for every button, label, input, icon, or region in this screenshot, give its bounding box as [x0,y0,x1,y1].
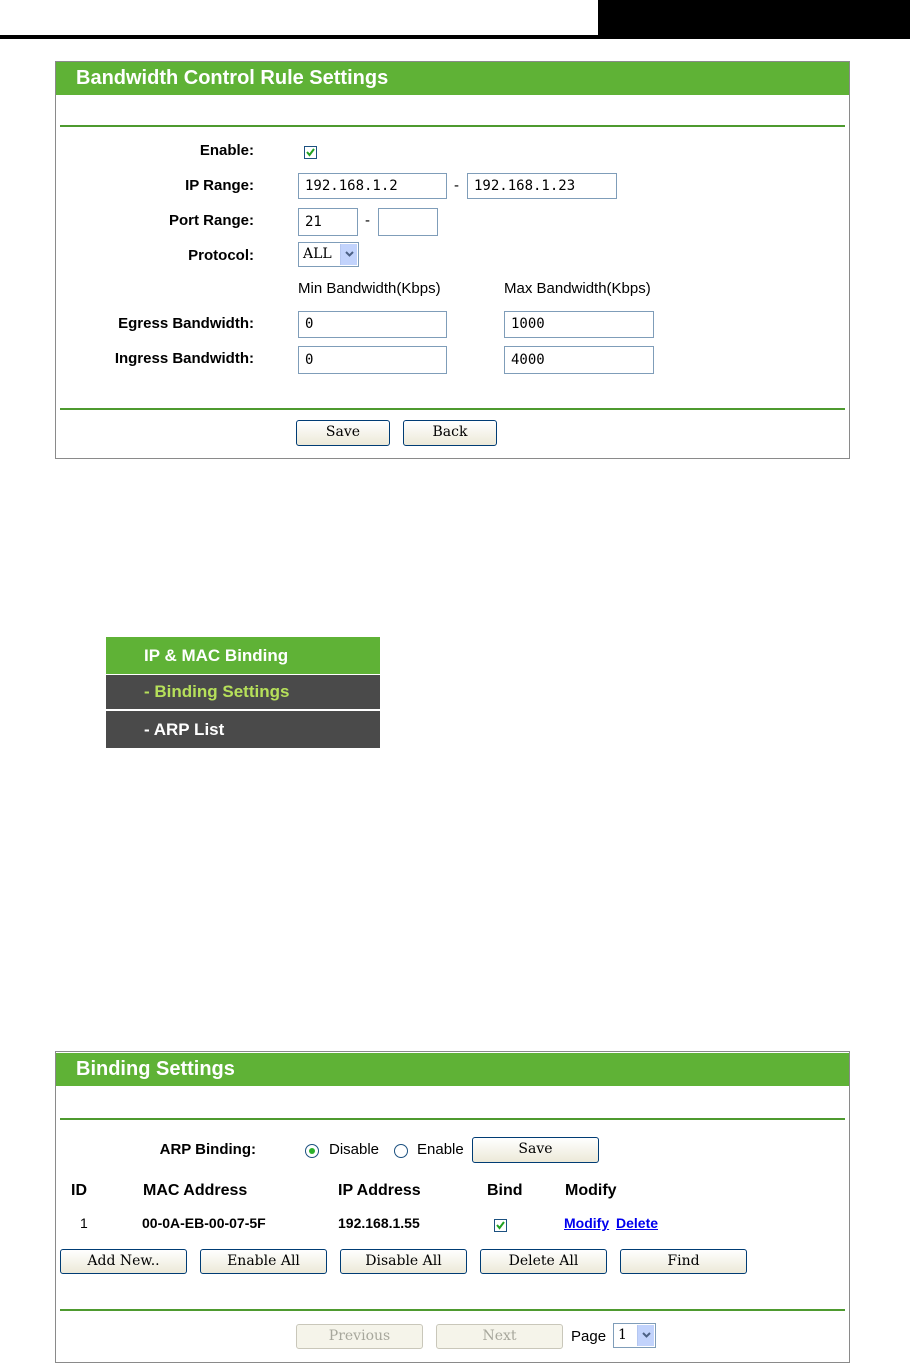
divider-top [60,125,845,127]
page-value: 1 [618,1327,627,1343]
divider-bottom [60,408,845,410]
bandwidth-control-panel [55,61,850,459]
dropdown-arrow[interactable] [340,244,357,265]
delete-all-button[interactable]: Delete All [480,1249,607,1274]
divider-top [60,1118,845,1120]
menu-header-ip-mac-binding[interactable]: IP & MAC Binding [106,637,380,674]
protocol-select[interactable] [298,242,359,267]
previous-button[interactable]: Previous [296,1324,423,1349]
column-header-ip: IP Address [338,1182,421,1199]
ip-range-label: IP Range: [185,177,254,194]
disable-all-button[interactable]: Disable All [340,1249,467,1274]
header-rule [0,35,910,39]
row-mac: 00-0A-EB-00-07-5F [142,1215,266,1231]
page-select[interactable] [613,1323,656,1348]
port-range-label: Port Range: [168,212,254,229]
document-header-bar [0,0,910,40]
panel-title: Bandwidth Control Rule Settings [56,62,849,95]
port-range-separator: - [365,212,370,229]
next-button[interactable]: Next [436,1324,563,1349]
panel-title: Binding Settings [56,1053,849,1086]
arp-enable-radio[interactable] [394,1144,408,1158]
max-bandwidth-header: Max Bandwidth(Kbps) [504,280,651,297]
egress-bandwidth-label: Egress Bandwidth: [118,315,254,332]
port-start-input[interactable]: 21 [298,208,358,236]
enable-label: Enable: [199,142,254,159]
arp-disable-label: Disable [329,1141,380,1158]
ip-range-separator: - [454,177,459,194]
checkmark-icon [306,148,315,157]
chevron-down-icon [345,251,354,257]
header-black-block [598,0,910,36]
row-id: 1 [80,1215,88,1231]
ingress-bandwidth-label: Ingress Bandwidth: [114,350,254,367]
arp-save-button[interactable]: Save [472,1137,599,1163]
menu-item-binding-settings[interactable]: - Binding Settings [106,675,380,709]
ip-mac-binding-menu [106,637,380,748]
ingress-min-input[interactable]: 0 [298,346,447,374]
protocol-label: Protocol: [188,247,254,264]
ingress-max-input[interactable]: 4000 [504,346,654,374]
save-button[interactable]: Save [296,420,390,446]
enable-checkbox[interactable] [304,146,317,159]
column-header-modify: Modify [565,1182,617,1199]
add-new-button[interactable]: Add New.. [60,1249,187,1274]
checkmark-icon [496,1221,505,1230]
arp-disable-radio[interactable] [305,1144,319,1158]
protocol-value: ALL [303,246,332,262]
arp-binding-label: ARP Binding: [159,1141,256,1158]
back-button[interactable]: Back [403,420,497,446]
radio-selected-dot [309,1148,315,1154]
ip-start-input[interactable]: 192.168.1.2 [298,173,447,199]
enable-all-button[interactable]: Enable All [200,1249,327,1274]
row-bind-checkbox[interactable] [494,1219,507,1232]
chevron-down-icon [642,1332,651,1338]
find-button[interactable]: Find [620,1249,747,1274]
port-end-input[interactable] [378,208,438,236]
egress-min-input[interactable]: 0 [298,311,447,338]
page-label: Page [571,1328,607,1345]
modify-link[interactable]: Modify [564,1215,610,1231]
min-bandwidth-header: Min Bandwidth(Kbps) [298,280,441,297]
column-header-bind: Bind [487,1182,523,1199]
column-header-mac: MAC Address [143,1182,248,1199]
dropdown-arrow[interactable] [637,1325,654,1346]
binding-settings-panel [55,1051,850,1363]
column-header-id: ID [71,1182,87,1199]
delete-link[interactable]: Delete [616,1215,659,1231]
row-ip: 192.168.1.55 [338,1215,420,1231]
menu-item-arp-list[interactable]: - ARP List [106,711,380,748]
arp-enable-label: Enable [417,1141,464,1158]
ip-end-input[interactable]: 192.168.1.23 [467,173,617,199]
divider-bottom [60,1309,845,1311]
egress-max-input[interactable]: 1000 [504,311,654,338]
